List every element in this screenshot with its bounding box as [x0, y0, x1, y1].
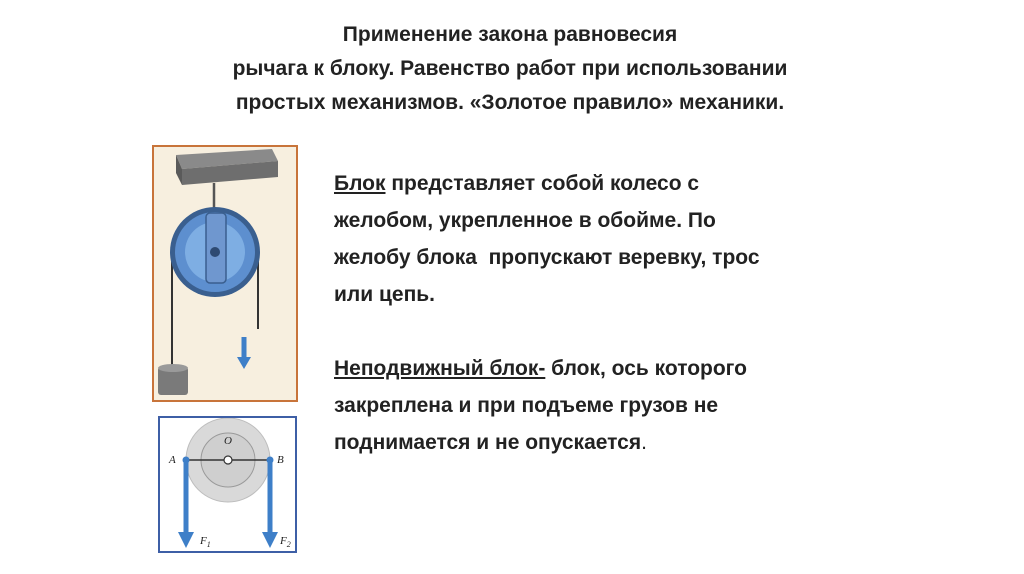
- fixed-pulley-illustration: [152, 145, 298, 402]
- lever-diagram-drawing: [160, 418, 295, 551]
- paragraph-1-line-4: или цепь.: [334, 283, 436, 306]
- label-o: O: [224, 435, 232, 447]
- label-a: A: [169, 454, 176, 466]
- force-f1-head: [178, 532, 194, 548]
- label-f1: $F_1$: [200, 535, 211, 549]
- paragraph-2-line-1: Неподвижный блок- блок, ось которого: [334, 357, 747, 380]
- force-arrow-head: [237, 357, 251, 369]
- paragraph-1-line-1: Блок представляет собой колесо с: [334, 172, 700, 195]
- paragraph-block-definition: [334, 165, 914, 313]
- term-block: Блок: [334, 172, 386, 195]
- title-line-1: Применение закона равновесия: [342, 23, 678, 46]
- title-line-3: простых механизмов. «Золотое правило» механики.: [235, 91, 785, 114]
- label-f2: $F_2$: [280, 535, 291, 549]
- term-fixed-block: Неподвижный блок-: [334, 357, 546, 380]
- paragraph-2-line-3: поднимается и не опускается.: [334, 431, 647, 454]
- slide-title: [120, 18, 900, 120]
- title-line-2: рычага к блоку. Равенство работ при использовании: [232, 57, 788, 80]
- center-point: [224, 456, 232, 464]
- paragraph-1-line-3: желобу блока пропускают веревку, трос: [334, 246, 760, 269]
- paragraph-1-line-2: желобом, укрепленное в обойме. По: [334, 209, 716, 232]
- force-f2-head: [262, 532, 278, 548]
- pulley-drawing: [154, 147, 296, 400]
- weight-top: [158, 364, 188, 372]
- paragraph-2-line-2: закреплена и при подъеме грузов не: [334, 394, 719, 417]
- label-b: B: [277, 454, 284, 466]
- paragraph-fixed-block-definition: [334, 350, 914, 461]
- pulley-axle: [210, 247, 220, 257]
- body-text: [334, 165, 914, 498]
- pulley-lever-diagram: [158, 416, 297, 553]
